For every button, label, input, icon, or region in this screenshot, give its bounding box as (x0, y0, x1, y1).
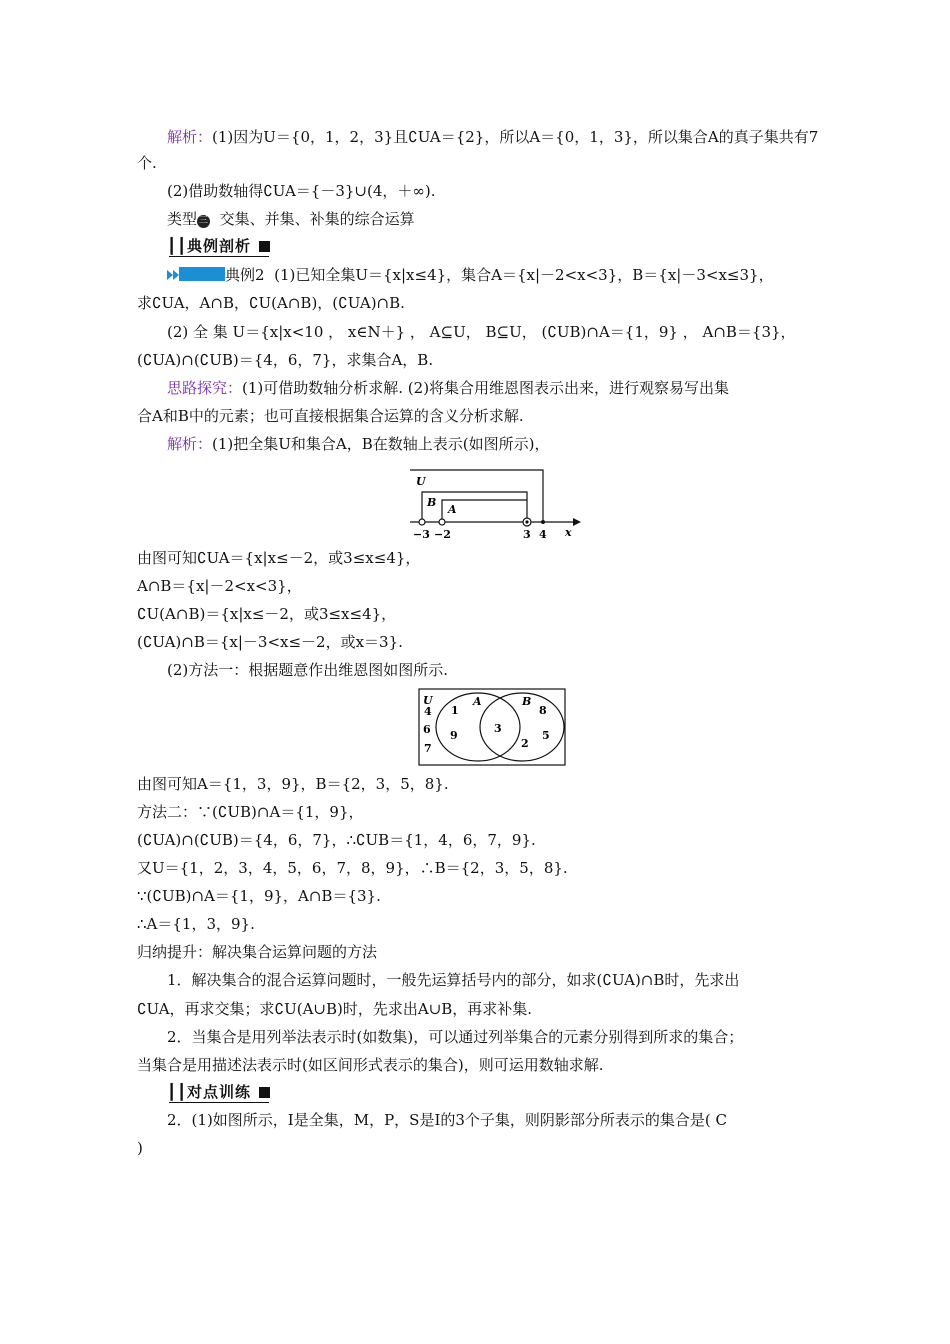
tick-neg2: −2 (434, 528, 451, 540)
example-line-3: (2) 全 集 U＝{x|x<10 ， x∈N＋} ， A⊆U， B⊆U， (∁UB)∩A＝{1，9} ， A∩B＝{3}， (167, 323, 796, 341)
svg-text:6: 6 (423, 723, 431, 736)
section-heading-practice: ┃┃对点训练 (167, 1082, 270, 1102)
summary-2b: 当集合是用描述法表示时(如区间形式表示的集合)，则可运用数轴求解. (137, 1056, 604, 1074)
result-3: ∁U(A∩B)＝{x|x≤－2，或3≤x≤4}， (137, 605, 397, 623)
method-2-d: ∴A＝{1，3，9}. (137, 915, 255, 933)
summary-1: 1．解决集合的混合运算问题时，一般先运算括号内的部分，如求(∁UA)∩B时，先求出 (167, 971, 740, 989)
svg-text:2: 2 (521, 737, 529, 750)
svg-text:9: 9 (450, 729, 458, 742)
svg-text:8: 8 (539, 704, 547, 717)
section-heading-examples: ┃┃典例剖析 (167, 236, 270, 256)
label-A: A (448, 503, 457, 516)
summary-2: 2．当集合是用列举法表示时(如数集)，可以通过列举集合的元素分别得到所求的集合； (167, 1028, 744, 1046)
number-line-figure (405, 466, 585, 540)
tick-4: 4 (539, 528, 547, 540)
solution-label: 解析： (167, 128, 213, 146)
venn-label-U: U (423, 694, 433, 707)
example-line-4: (∁UA)∩(∁UB)＝{4，6，7}，求集合A，B. (137, 351, 434, 369)
question-2b: ) (137, 1139, 143, 1157)
result-1: 由图可知∁UA＝{x|x≤－2，或3≤x≤4}， (137, 549, 421, 567)
svg-text:5: 5 (542, 729, 550, 742)
example-line-1: 典例2 (1)已知全集U＝{x|x≤4}，集合A＝{x|－2<x<3}，B＝{x|－3<x≤3}， (167, 265, 847, 285)
method-1: (2)方法一：根据题意作出维恩图如图所示. (167, 661, 449, 679)
summary-title: 归纳提升：解决集合运算问题的方法 (137, 943, 378, 961)
venn-diagram (418, 688, 566, 766)
svg-text:3: 3 (494, 722, 502, 735)
label-B: B (427, 496, 437, 509)
heading-underline-2 (169, 1102, 269, 1103)
result-2: A∩B＝{x|－2<x<3}， (137, 577, 302, 595)
method-2-b: 又U＝{1，2，3，4，5，6，7，8，9}，∴B＝{2，3，5，8}. (137, 859, 568, 877)
black-square-icon-2 (259, 1087, 270, 1098)
line-solution-1: 解析：(1)因为U＝{0，1，2，3}且∁UA＝{2}，所以A＝{0，1，3}，所以集合A的真子集共有7 (167, 128, 819, 146)
solution-intro: 解析：(1)把全集U和集合A，B在数轴上表示(如图所示)， (167, 435, 550, 453)
summary-1b: ∁UA，再求交集；求∁U(A∪B)时，先求出A∪B，再求补集. (137, 1000, 533, 1018)
venn-label-A: A (473, 695, 482, 708)
label-U: U (416, 475, 426, 488)
line-solution-2: 个. (137, 154, 157, 172)
method-2: 方法二：∵(∁UB)∩A＝{1，9}， (137, 803, 364, 821)
result-4: (∁UA)∩B＝{x|－3<x≤－2，或x＝3}. (137, 633, 403, 651)
heading-underline (169, 256, 269, 257)
axis-x: x (565, 526, 572, 539)
type-heading: 类型 三 交集、并集、补集的综合运算 (167, 210, 415, 228)
method-2-a: (∁UA)∩(∁UB)＝{4，6，7}，∴∁UB＝{1，4，6，7，9}. (137, 831, 536, 849)
method-2-c: ∵(∁UB)∩A＝{1，9}，A∩B＝{3}. (137, 887, 381, 905)
idea-line-2: 合A和B中的元素；也可直接根据集合运算的含义分析求解. (137, 407, 524, 425)
svg-text:4: 4 (424, 705, 432, 718)
example-line-2: 求∁UA，A∩B，∁U(A∩B)，(∁UA)∩B. (137, 294, 405, 312)
svg-text:1: 1 (451, 704, 459, 717)
venn-result: 由图可知A＝{1，3，9}，B＝{2，3，5，8}. (137, 775, 449, 793)
question-2: 2．(1)如图所示，I是全集，M，P，S是I的3个子集，则阴影部分所表示的集合是( C (167, 1111, 728, 1129)
venn-label-B: B (522, 695, 532, 708)
tick-neg3: −3 (413, 528, 430, 540)
line-solution-3: (2)借助数轴得∁UA＝{－3}∪(4，＋∞). (167, 182, 436, 200)
svg-text:7: 7 (424, 742, 432, 755)
type-number-badge: 三 (199, 216, 209, 226)
tick-3: 3 (523, 528, 531, 540)
black-square-icon (259, 241, 270, 252)
idea-line-1: 思路探究：(1)可借助数轴分析求解. (2)将集合用维恩图表示出来，进行观察易写出集 (167, 379, 730, 397)
blue-tag (179, 267, 225, 281)
